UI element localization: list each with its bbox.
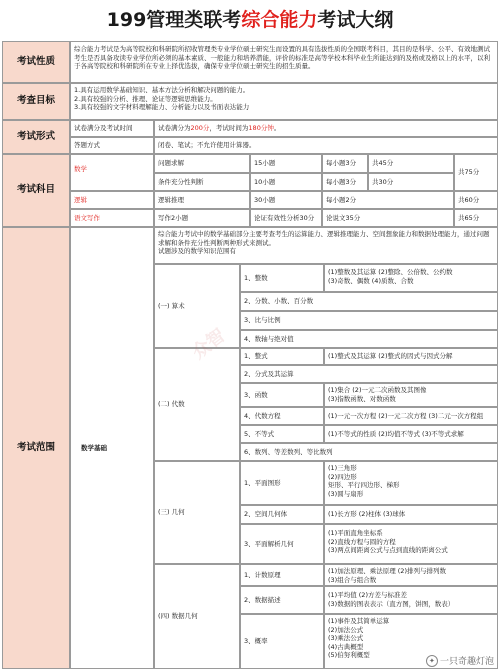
math-basic-label: 数学基础 [70,227,154,669]
page-title: 199管理类联考综合能力考试大纲 [106,9,394,31]
math-count-2: 10小题 [250,173,322,191]
math-score-2: 每小题3分 [322,173,368,191]
spark-icon: ✦ [426,655,438,667]
label-goals: 考查目标 [2,83,70,120]
goal-item: 2.具有较强的分析、推理、论证等逻辑思维能力。 [74,94,217,103]
writing-part-b: 论说文35分 [322,209,454,227]
topic-data-description-details: (1)平均值 (2)方差与标准差 (3)数据的图表表示（直方图，饼图，数表） [324,586,498,614]
form-row1-name: 试卷满分及考试时间 [70,120,154,137]
group-geometry: (三) 几何 [154,461,240,564]
topic-number-line: 4、数轴与绝对值 [240,330,498,348]
exam-time: 180分钟 [248,124,274,133]
subject-writing: 语文写作 [70,209,154,227]
form-row2-name: 答题方式 [70,137,154,154]
source-logo-text: 一只奇趣灯泡 [439,657,494,667]
logic-count: 30小题 [250,191,322,209]
topic-analytic-geometry: 3、平面解析几何 [240,524,324,564]
topic-rational-expr: 2、分式及其运算 [240,365,498,383]
nature-text: 综合能力考试是为高等院校和科研院所招收管理类专业学位硕士研究生而设置的具有选拔性质的全国联考科目，其目的是科学、公平、有效地测试考生是否具备攻读专业学位所必须的基本素质、一般能力和培养潜能，评价的标准是高等学校本科毕业生所能达到的及格或及格以上的水平，以利于各高等院校和科研院所在专业上择优选拔，确保专业学位硕士研究生的招生质量。 [70,41,498,83]
label-scope: 考试范围 [2,227,70,669]
logic-score: 每小题2分 [322,191,454,209]
topic-solid-geometry-details: (1)长方形 (2)柱体 (3)球体 [324,505,498,524]
topic-probability: 3、概率 [240,614,324,669]
topic-equation: 4、代数方程 [240,407,324,425]
topic-counting: 1、计数原理 [240,564,324,586]
topic-counting-details: (1)加法原理、乘法原理 (2)排列与排列数 (3)组合与组合数 [324,564,498,586]
math-sum: 共75分 [454,154,498,191]
source-logo [426,654,494,667]
title-highlight: 综合能力 [241,9,318,31]
subject-logic: 逻辑 [70,191,154,209]
goal-item: 1.具有运用数学基础知识、基本方法分析和解决问题的能力。 [74,86,250,94]
topic-function-details: (1)集合 (2)一元二次函数及其图像 (3)指数函数、对数函数 [324,383,498,407]
math-score-1: 每小题3分 [322,154,368,173]
label-form: 考试形式 [2,120,70,154]
topic-plane-figures: 1、平面图形 [240,461,324,505]
math-total-2: 共30分 [368,173,454,191]
topic-fractions: 2、分数、小数、百分数 [240,292,498,311]
writing-sum: 共65分 [454,209,498,227]
topic-polynomial: 1、整式 [240,348,324,365]
logic-sum: 共60分 [454,191,498,209]
topic-integer: 1、整数 [240,264,324,292]
topic-probability-details: (1)事件及其简单运算 (2)加法公式 (3)乘法公式 (4)古典概型 (5)伯努利概型 [324,614,498,669]
topic-data-description: 2、数据描述 [240,586,324,614]
label-subjects: 考试科目 [2,154,70,227]
topic-integer-details: (1)整数及其运算 (2)整除、公倍数、公约数 (3)奇数、偶数 (4)质数、合数 [324,264,498,292]
math-type-1: 问题求解 [154,154,250,173]
topic-sequence: 6、数列、等差数列、等比数列 [240,443,498,461]
group-algebra: (二) 代数 [154,348,240,461]
form-row1-value: 试卷满分为 200分 ，考试时间为 180分钟 。 [154,120,498,137]
topic-ratio: 3、比与比例 [240,311,498,330]
logic-type: 逻辑推理 [154,191,250,209]
label-nature: 考试性质 [2,41,70,83]
form-row2-value: 闭卷、笔试；不允许使用计算器。 [154,137,498,154]
writing-part-a: 论证有效性分析30分 [250,209,322,227]
topic-plane-figures-details: (1)三角形 (2)四边形 矩形、平行四边形、梯形 (3)圆与扇形 [324,461,498,505]
group-arithmetic: (一) 算术 [154,264,240,348]
topic-solid-geometry: 2、空间几何体 [240,505,324,524]
total-score: 200分 [190,124,210,133]
subject-math: 数学 [70,154,154,191]
topic-polynomial-details: (1)整式及其运算 (2)整式的因式与因式分解 [324,348,498,365]
topic-function: 3、函数 [240,383,324,407]
topic-inequality: 5、不等式 [240,425,324,443]
group-data: (四) 数据几何 [154,564,240,669]
math-count-1: 15小题 [250,154,322,173]
math-total-1: 共45分 [368,154,454,173]
topic-inequality-details: (1)不等式的性质 (2)均值不等式 (3)不等式求解 [324,425,498,443]
writing-type: 写作2小题 [154,209,250,227]
topic-analytic-geometry-details: (1)平面直角坐标系 (2)直线方程与圆的方程 (3)两点间距离公式与点到直线的距离公式 [324,524,498,564]
math-type-2: 条件充分性判断 [154,173,250,191]
goal-item: 3.具有较强的文字材料理解能力、分析能力以及书面表达能力 [74,103,250,112]
scope-intro: 综合能力考试中的数学基础部分主要考查考生的运算能力、逻辑推理能力、空间想象能力和数据处理能力，通过问题求解和条件充分性判断两种形式来测试。 试题涉及的数学知识范围有 [154,227,498,264]
topic-equation-details: (1)一元一次方程 (2)一元二次方程 (3)二元一次方程组 [324,407,498,425]
goals-list [70,83,498,120]
